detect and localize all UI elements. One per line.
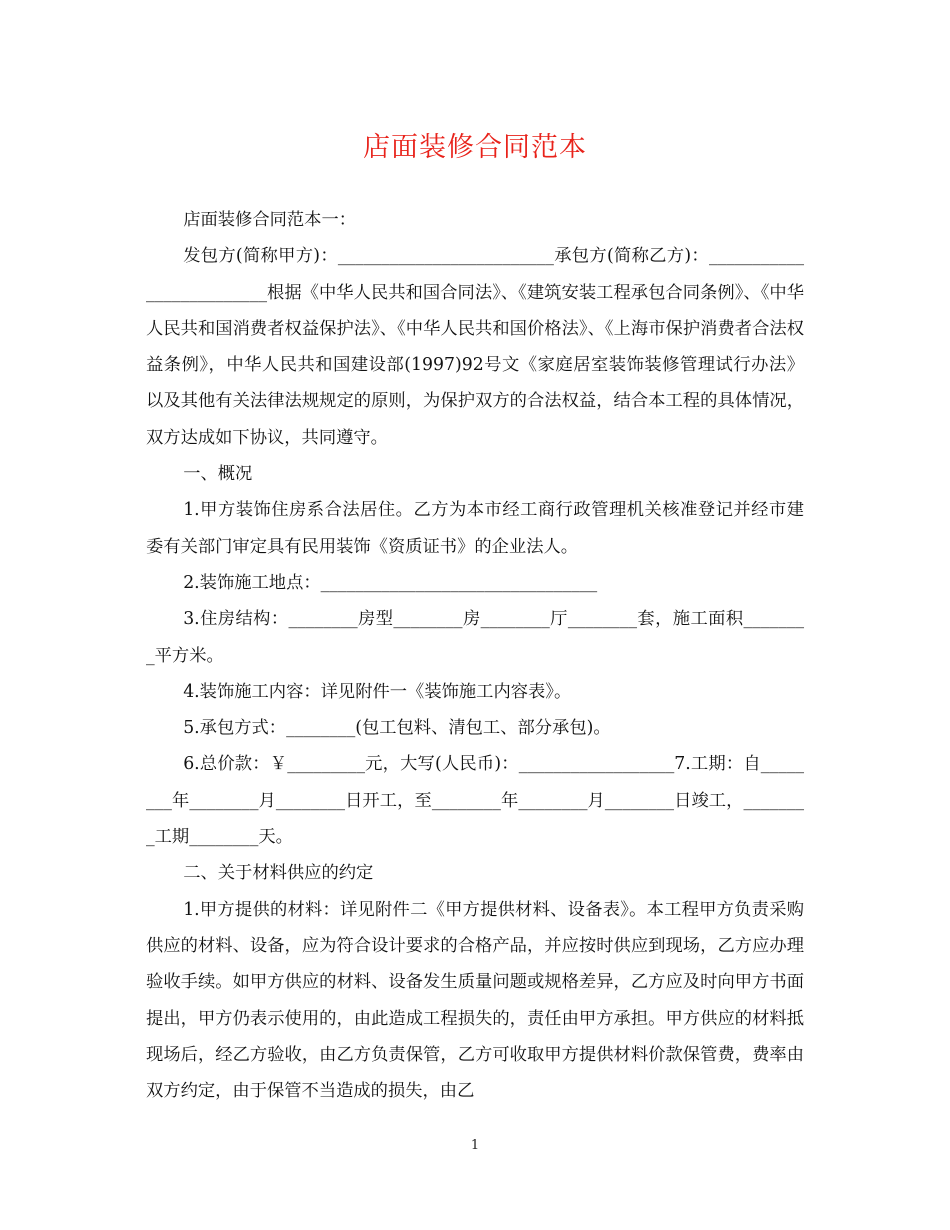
- clause-paragraph: 1.甲方装饰住房系合法居住。乙方为本市经工商行政管理机关核准登记并经市建委有关部门审定具有民用装饰《资质证书》的企业法人。: [146, 500, 804, 557]
- clause-paragraph: 5.承包方式：________(包工包料、清包工、部分承包)。: [183, 718, 611, 739]
- page-number: 1: [470, 1138, 480, 1153]
- clause-paragraph: 2.装饰施工地点：________________________________: [183, 572, 598, 593]
- document-title: 店面装修合同范本: [363, 132, 587, 163]
- section-heading: 二、关于材料供应的约定: [183, 863, 374, 884]
- clause-paragraph: 3.住房结构：________房型________房________厅________套，施工面积________平方米。: [146, 609, 804, 666]
- contract-parties-paragraph: 发包方(简称甲方)：_________________________承包方(简称乙方)：_________________________根据《中华人民共和国合同法》、《建筑安装工程承包合同条例》、《中华人民共和国消费者权益保护法》、《中华人民共和国价格法》、《上海市保护消费者合法权益条例》，中华人民共和国建设部(1997)92号文《家庭居室装饰装修管理试行办法》以及其他有关法律法规规定的原则，为保护双方的合法权益，结合本工程的具体情况，双方达成如下协议，共同遵守。: [146, 246, 804, 448]
- section-heading: 店面装修合同范本一：: [183, 210, 357, 230]
- clause-paragraph: 1.甲方提供的材料：详见附件二《甲方提供材料、设备表》。本工程甲方负责采购供应的材料、设备，应为符合设计要求的合格产品，并应按时供应到现场，乙方应办理验收手续。如甲方供应的材料、设备发生质量问题或规格差异，乙方应及时向甲方书面提出，甲方仍表示使用的，由此造成工程损失的，责任由甲方承担。甲方供应的材料抵现场后，经乙方验收，由乙方负责保管，乙方可收取甲方提供材料价款保管费，费率由双方约定，由于保管不当造成的损失，由乙: [146, 899, 804, 1102]
- clause-paragraph: 4.装饰施工内容：详见附件一《装饰施工内容表》。: [183, 681, 572, 702]
- section-heading: 一、概况: [183, 464, 253, 485]
- clause-paragraph: 6.总价款：￥_________元，大写(人民币)：__________________7.工期：自________年________月________日开工，至________年________月________日竣工，________工期________天。: [146, 754, 804, 848]
- document-body: [146, 202, 804, 1109]
